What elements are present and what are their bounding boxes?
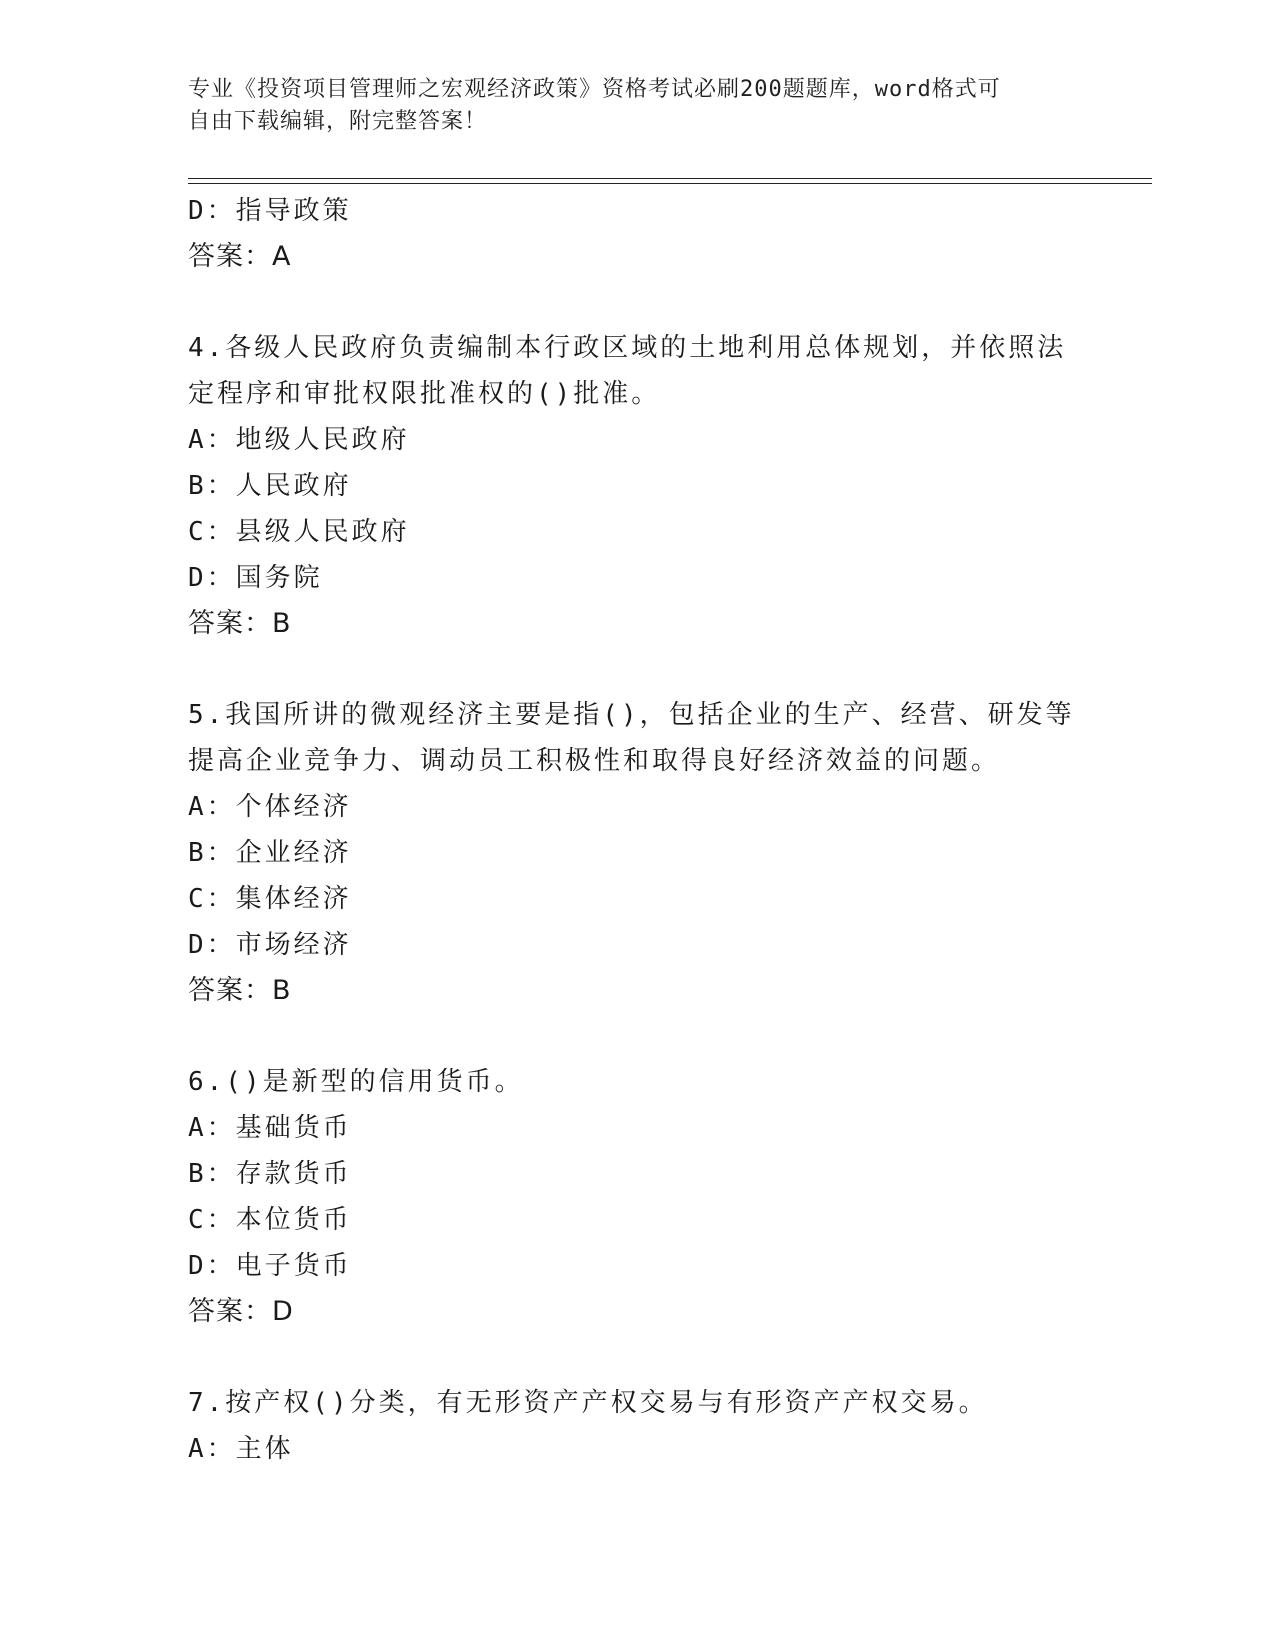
spacer xyxy=(188,1014,1088,1059)
answer: 答案：B xyxy=(188,975,292,1006)
option-a: A：基础货币 xyxy=(188,1113,352,1143)
question-6 xyxy=(188,1059,1088,1335)
option-d: D：电子货币 xyxy=(188,1251,352,1281)
answer: 答案：A xyxy=(188,241,292,272)
header-divider-top xyxy=(188,178,1152,179)
question-text-line-1: 5.我国所讲的微观经济主要是指()，包括企业的生产、经营、研发等 xyxy=(188,700,1075,730)
option-d: D：指导政策 xyxy=(188,196,352,226)
option-d: D：市场经济 xyxy=(188,930,352,960)
question-4 xyxy=(188,325,1088,647)
document-header xyxy=(188,74,1068,138)
option-a: A：个体经济 xyxy=(188,792,352,822)
question-text-line-2: 提高企业竞争力、调动员工积极性和取得良好经济效益的问题。 xyxy=(188,746,1001,776)
answer: 答案：B xyxy=(188,608,292,639)
header-line-1: 专业《投资项目管理师之宏观经济政策》资格考试必刷200题题库，word格式可 xyxy=(188,77,1001,102)
option-b: B：人民政府 xyxy=(188,471,352,501)
spacer xyxy=(188,280,1088,325)
spacer xyxy=(188,1335,1088,1380)
option-c: C：集体经济 xyxy=(188,884,352,914)
question-7 xyxy=(188,1380,1088,1472)
question-list xyxy=(188,188,1088,1472)
option-c: C：县级人民政府 xyxy=(188,517,410,547)
question-text-line-1: 7.按产权()分类，有无形资产产权交易与有形资产产权交易。 xyxy=(188,1388,988,1418)
option-b: B：企业经济 xyxy=(188,838,352,868)
answer: 答案：D xyxy=(188,1296,294,1327)
header-divider-bottom xyxy=(188,183,1152,184)
option-b: B：存款货币 xyxy=(188,1159,352,1189)
question-text-line-2: 定程序和审批权限批准权的()批准。 xyxy=(188,379,661,409)
option-a: A：主体 xyxy=(188,1434,294,1464)
option-d: D：国务院 xyxy=(188,563,323,593)
question-3-tail xyxy=(188,188,1088,280)
spacer xyxy=(188,647,1088,692)
option-c: C：本位货币 xyxy=(188,1205,352,1235)
option-a: A：地级人民政府 xyxy=(188,425,410,455)
header-line-2: 自由下载编辑，附完整答案！ xyxy=(188,109,488,134)
question-text-line-1: 4.各级人民政府负责编制本行政区域的土地利用总体规划，并依照法 xyxy=(188,333,1067,363)
question-5 xyxy=(188,692,1088,1014)
question-text-line-1: 6.()是新型的信用货币。 xyxy=(188,1067,524,1097)
